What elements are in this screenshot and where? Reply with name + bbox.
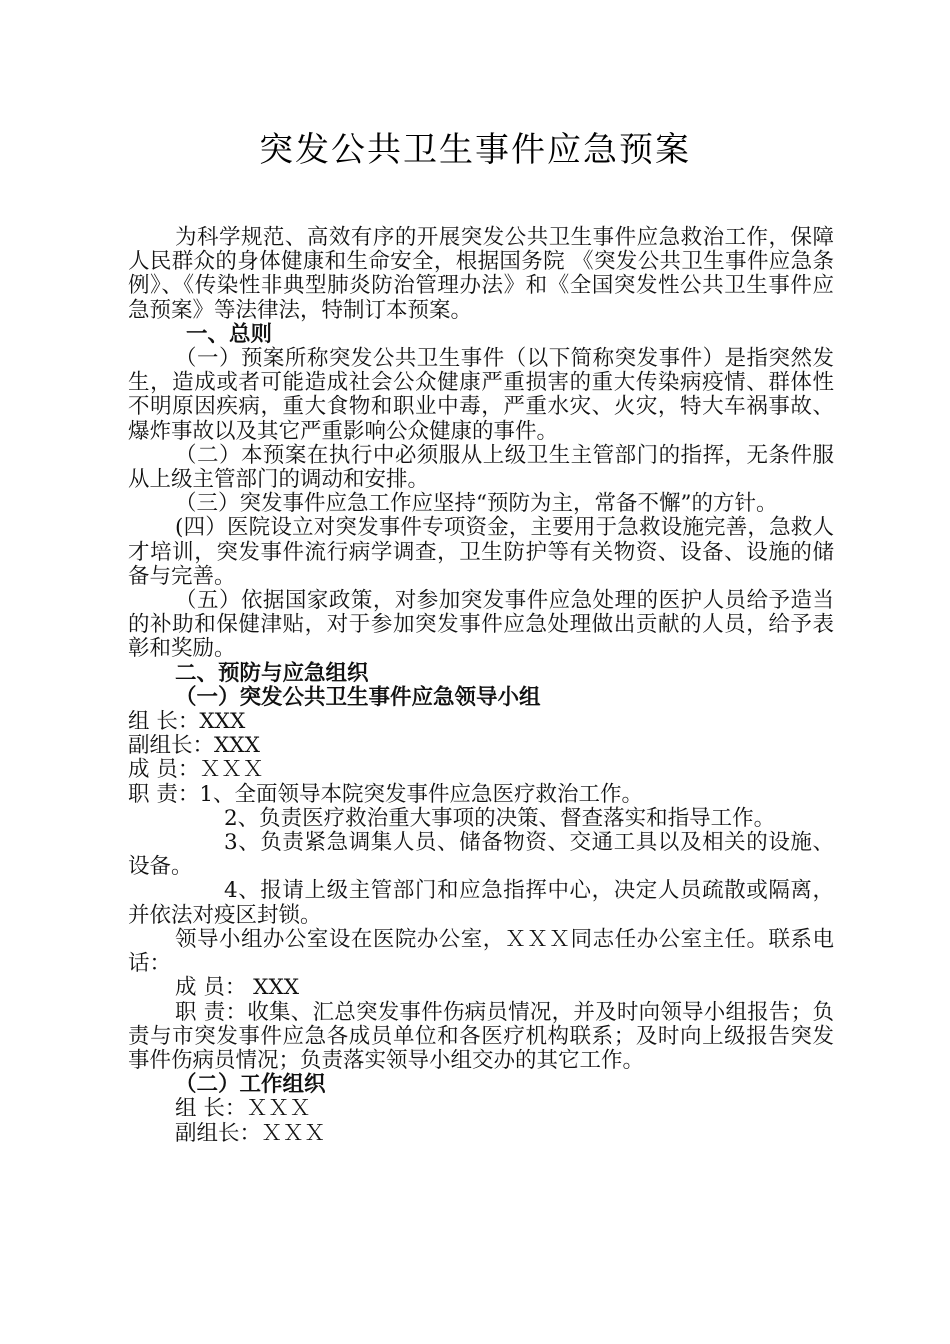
- intro-paragraph: 为科学规范、高效有序的开展突发公共卫生事件应急救治工作，保障人民群众的身体健康和生命安全，根据国务院 《突发公共卫生事件应急条例》、《传染性非典型肺炎防治管理办法》和《全国突发性公共卫生事件应急预案》等法律法，特制订本预案。: [128, 225, 834, 323]
- general-item-3: （三）突发事件应急工作应坚持“预防为主，常备不懈”的方针。: [175, 491, 778, 517]
- general-item-2: （二）本预案在执行中必须服从上级卫生主管部门的指挥，无条件服从上级主管部门的调动和安排。: [128, 442, 834, 493]
- duty-line-1: 职 责：1、全面领导本院突发事件应急医疗救治工作。: [128, 781, 644, 807]
- duty-line-4: 4、报请上级主管部门和应急指挥中心，决定人员疏散或隔离，并依法对疫区封锁。: [128, 878, 834, 928]
- section-heading-organization: 二、预防与应急组织: [175, 660, 369, 686]
- general-item-5: （五）依据国家政策，对参加突发事件应急处理的医护人员给予造当的补助和保健津贴，对于参加突发事件应急处理做出贡献的人员，给予表彰和奖励。: [128, 588, 834, 662]
- document-body: [128, 226, 834, 1146]
- section-heading-general: 一、总则: [186, 321, 273, 347]
- leader-line: 组 长：XXX: [128, 709, 246, 735]
- work-deputy-line: 副组长：ＸＸＸ: [175, 1120, 326, 1146]
- duty-line-2: 2、负责医疗救治重大事项的决策、督查落实和指导工作。: [224, 805, 776, 831]
- general-item-1: （一）预案所称突发公共卫生事件（以下简称突发事件）是指突然发生，造成或者可能造成社会公众健康严重损害的重大传染病疫情、群体性不明原因疾病，重大食物和职业中毒，严重水灾、火灾，特大车祸事故、爆炸事故以及其它严重影响公众健康的事件。: [128, 346, 834, 444]
- members-line: 成 员：ＸＸＸ: [128, 757, 264, 783]
- subsection-heading-work-organization: （二）工作组织: [175, 1072, 326, 1098]
- general-item-4: (四）医院设立对突发事件专项资金，主要用于急救设施完善，急救人才培训，突发事件流行病学调查，卫生防护等有关物资、设备、设施的储备与完善。: [128, 515, 834, 589]
- duty-line-3: 3、负责紧急调集人员、储备物资、交通工具以及相关的设施、设备。: [128, 830, 834, 880]
- office-paragraph: 领导小组办公室设在医院办公室，ＸＸＸ同志任办公室主任。联系电话：: [128, 926, 834, 977]
- subsection-heading-leadership: （一）突发公共卫生事件应急领导小组: [175, 684, 541, 710]
- office-duty-paragraph: 职 责：收集、汇总突发事件伤病员情况，并及时向领导小组报告；负责与市突发事件应急各成员单位和各医疗机构联系；及时向上级报告突发事件伤病员情况；负责落实领导小组交办的其它工作。: [128, 999, 834, 1073]
- office-members-line: 成 员： XXX: [175, 975, 300, 1001]
- deputy-line: 副组长：XXX: [128, 733, 260, 759]
- work-leader-line: 组 长：ＸＸＸ: [175, 1096, 311, 1122]
- page-title: 突发公共卫生事件应急预案: [259, 130, 691, 170]
